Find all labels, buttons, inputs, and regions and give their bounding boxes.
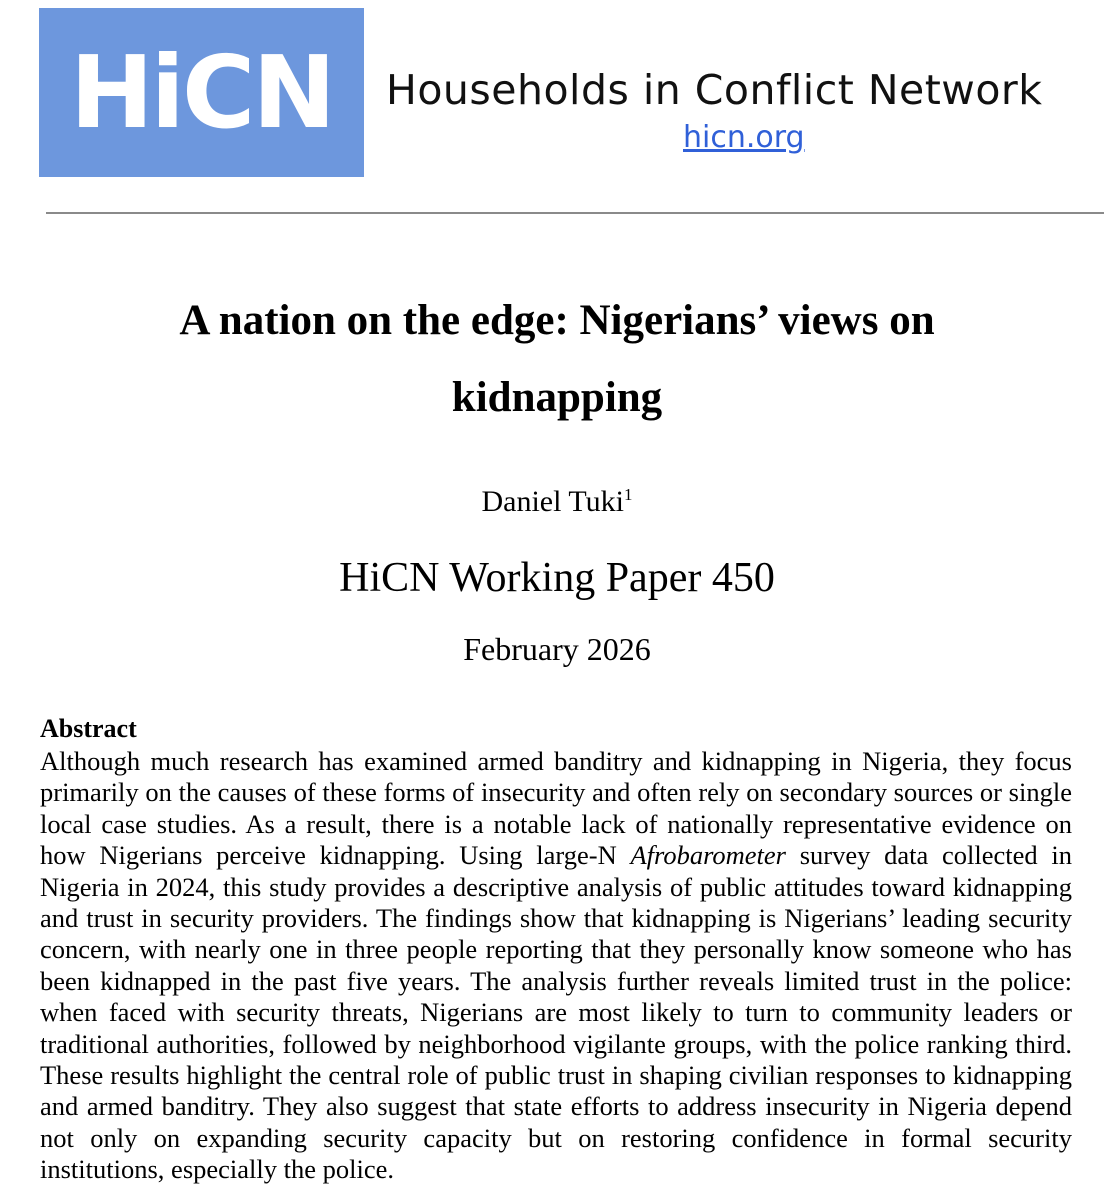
abstract-body: [40, 746, 1072, 1186]
abstract-text-part-2: survey data collected in Nigeria in 2024, this study provides a descriptive analysis of public attitudes toward kidnapping and trust in security providers. The findings show that kidnapping is Nigerians’ leading security concern, with nearly one in three people reporting that they personally know someone who has been kidnapped in the past five years. The analysis further reveals limited trust in the police: when faced with security threats, Nigerians are most likely to turn to community leaders or traditional authorities, followed by neighborhood vigilante groups, with the police ranking third. These results highlight the central role of public trust in shaping civilian responses to kidnapping and armed banditry. They also suggest that state efforts to address insecurity in Nigeria depend not only on expanding security capacity but on restoring confidence in formal security institutions, especially the police.: [40, 840, 1072, 1185]
author-footnote-marker[interactable]: 1: [624, 485, 633, 504]
paper-title-line-1: A nation on the edge: Nigerians’ views on: [179, 297, 935, 344]
abstract-emphasis-afrobarometer: Afrobarometer: [630, 840, 786, 871]
abstract-heading: Abstract: [40, 714, 137, 743]
header-divider: [46, 212, 1104, 214]
organization-website-link[interactable]: hicn.org: [683, 120, 805, 155]
paper-title-line-2: kidnapping: [451, 374, 663, 421]
working-paper-series: HiCN Working Paper 450: [339, 555, 775, 601]
author-line: [0, 485, 1114, 519]
paper-title: [60, 282, 1054, 436]
abstract-text-part-1: Although much research has examined armed banditry and kidnapping in Nigeria, they focus primarily on the causes of these forms of insecurity and often rely on secondary sources or single local case studies. As a result, there is a notable lack of nationally representative evidence on how Nigerians perceive kidnapping. Using large-N: [40, 746, 1072, 871]
organization-name: Households in Conflict Network: [386, 66, 1043, 114]
author-name: Daniel Tuki: [481, 485, 625, 518]
publication-date: February 2026: [463, 631, 651, 667]
hicn-logo: [39, 8, 364, 177]
logo-text: HiCN: [69, 33, 334, 151]
